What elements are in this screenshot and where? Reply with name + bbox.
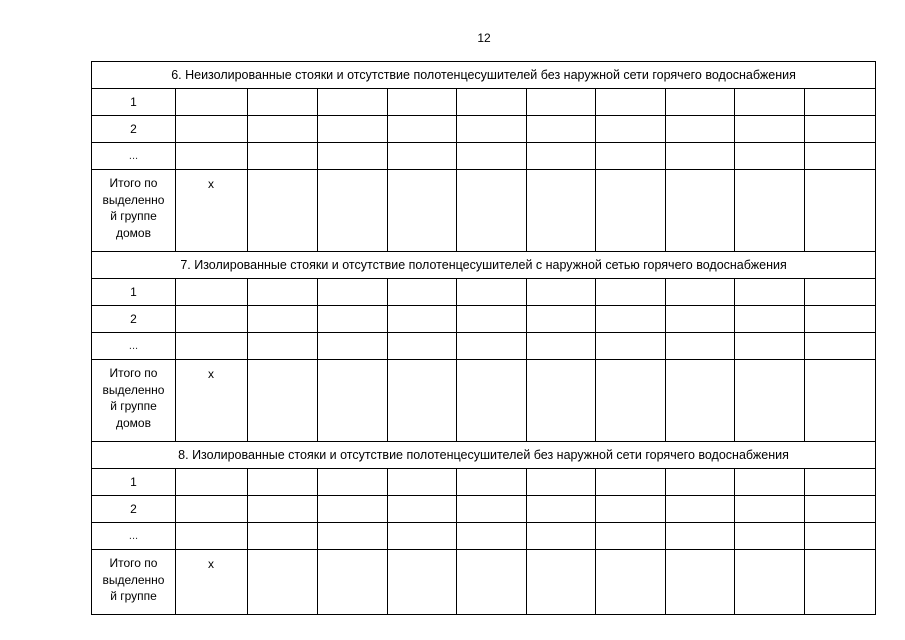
section-title: 7. Изолированные стояки и отсутствие полотенцесушителей с наружной сетью горячего водоснабжения — [92, 252, 876, 279]
document-table — [91, 61, 876, 615]
total-mark: x — [176, 360, 248, 442]
table-row — [92, 496, 876, 523]
total-row — [92, 170, 876, 252]
row-ellipsis: ... — [92, 523, 176, 550]
section-8-header — [92, 442, 876, 469]
row-ellipsis: ... — [92, 143, 176, 170]
page-number: 12 — [477, 31, 491, 45]
table-row — [92, 116, 876, 143]
row-number: 1 — [92, 469, 176, 496]
row-ellipsis: ... — [92, 333, 176, 360]
table-row — [92, 469, 876, 496]
table-row — [92, 279, 876, 306]
total-label: Итого по выделенно й группе — [92, 550, 176, 615]
table-row — [92, 143, 876, 170]
section-6-header — [92, 62, 876, 89]
section-title: 8. Изолированные стояки и отсутствие полотенцесушителей без наружной сети горячего водоснабжения — [92, 442, 876, 469]
row-number: 2 — [92, 496, 176, 523]
total-label: Итого по выделенно й группе домов — [92, 170, 176, 252]
total-row — [92, 360, 876, 442]
row-number: 1 — [92, 279, 176, 306]
total-row — [92, 550, 876, 615]
total-mark: x — [176, 550, 248, 615]
row-number: 2 — [92, 306, 176, 333]
total-label: Итого по выделенно й группе домов — [92, 360, 176, 442]
total-mark: x — [176, 170, 248, 252]
row-number: 1 — [92, 89, 176, 116]
row-number: 2 — [92, 116, 176, 143]
table-row — [92, 306, 876, 333]
table-row — [92, 333, 876, 360]
table-row — [92, 89, 876, 116]
section-7-header — [92, 252, 876, 279]
section-title: 6. Неизолированные стояки и отсутствие полотенцесушителей без наружной сети горячего водоснабжения — [92, 62, 876, 89]
table-row — [92, 523, 876, 550]
